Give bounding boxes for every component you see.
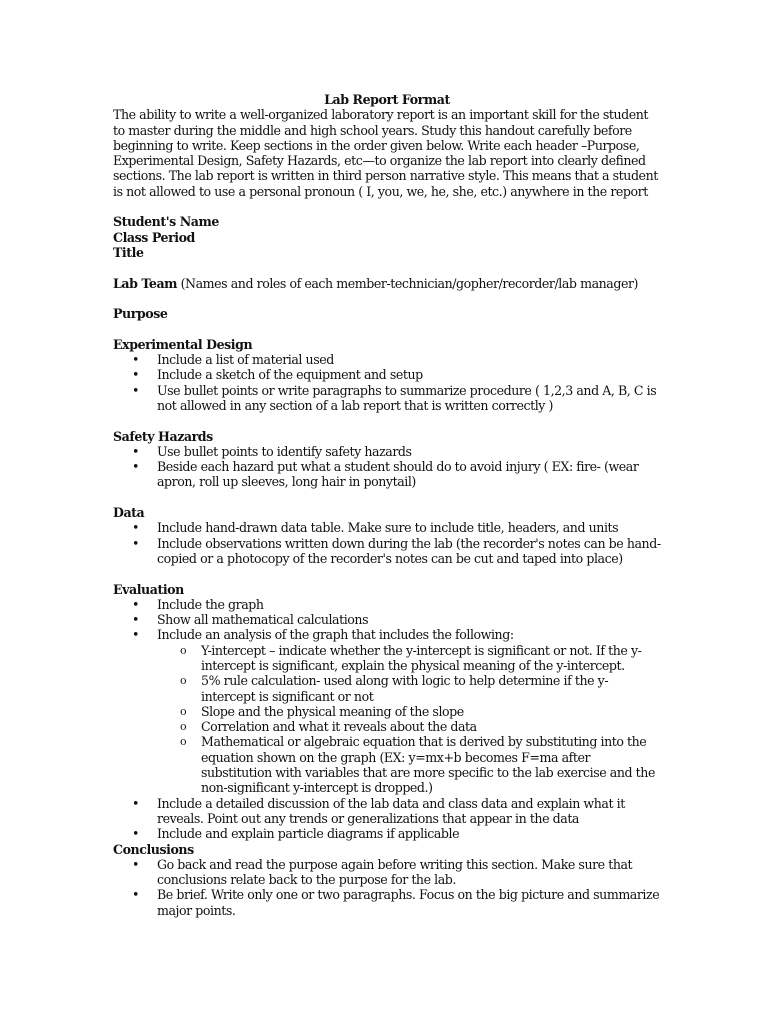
- evaluation-list: [113, 597, 661, 643]
- sub-list-item: o 5% rule calculation- used along with logic to help determine if the y-intercept is significant or not: [113, 673, 661, 704]
- list-item: • Include and explain particle diagrams if applicable: [113, 826, 661, 841]
- list-item: • Include the graph: [113, 597, 661, 612]
- lab-team-line: [113, 276, 661, 291]
- list-item: • Show all mathematical calculations: [113, 612, 661, 627]
- list-item: • Be brief. Write only one or two paragraphs. Focus on the big picture and summarize major points.: [113, 887, 661, 918]
- list-item: • Include an analysis of the graph that includes the following:: [113, 627, 661, 642]
- experimental-design-list: [113, 352, 661, 413]
- safety-hazards-list: [113, 444, 661, 490]
- list-item: • Include a detailed discussion of the lab data and class data and explain what it reveals. Point out any trends or generalizations that appear in the data: [113, 796, 661, 827]
- intro-paragraph: The ability to write a well-organized laboratory report is an important skill for the student to master during the middle and high school years. Study this handout carefully before beginning to write. Keep sections in the order given below. Write each header –Purpose, Experimental Design, Safety Hazards, etc—to organize the lab report into clearly defined sections. The lab report is written in third person narrative style. This means that a student is not allowed to use a personal pronoun ( I, you, we, he, she, etc.) anywhere in the report: [113, 107, 658, 199]
- title-label: Title: [113, 244, 144, 260]
- list-item: • Use bullet points to identify safety hazards: [113, 444, 661, 459]
- list-item: • Include observations written down during the lab (the recorder's notes can be hand-copied or a photocopy of the recorder's notes can be cut and taped into place): [113, 536, 661, 567]
- sub-list-item: o Correlation and what it reveals about the data: [113, 719, 661, 734]
- list-item: • Include a list of material used: [113, 352, 661, 367]
- evaluation-sublist: [113, 643, 661, 796]
- sub-list-item: o Y-intercept – indicate whether the y-intercept is significant or not. If the y-intercept is significant, explain the physical meaning of the y-intercept.: [113, 643, 661, 674]
- list-item: • Go back and read the purpose again before writing this section. Make sure that conclusions relate back to the purpose for the lab.: [113, 857, 661, 888]
- conclusions-list: [113, 857, 661, 918]
- sub-list-item: o Slope and the physical meaning of the slope: [113, 704, 661, 719]
- list-item: • Beside each hazard put what a student should do to avoid injury ( EX: fire- (wear apron, roll up sleeves, long hair in ponytail): [113, 459, 661, 490]
- evaluation-list-continued: [113, 796, 661, 842]
- student-name-label: Student's Name: [113, 214, 219, 230]
- data-heading: Data: [113, 505, 145, 521]
- sub-list-item: o Mathematical or algebraic equation that is derived by substituting into the equation shown on the graph (EX: y=mx+b becomes F=ma after substitution with variables that are more specific to the lab exercise and the non-significant y-intercept is dropped.): [113, 734, 661, 795]
- document-title: Lab Report Format: [324, 92, 450, 107]
- list-item: • Include a sketch of the equipment and setup: [113, 367, 661, 382]
- list-item: • Use bullet points or write paragraphs to summarize procedure ( 1,2,3 and A, B, C is not allowed in any section of a lab report that is written correctly ): [113, 383, 661, 414]
- purpose-heading: Purpose: [113, 306, 168, 322]
- data-list: [113, 520, 661, 566]
- document-page: [113, 92, 661, 918]
- safety-hazards-heading: Safety Hazards: [113, 428, 213, 444]
- list-item: • Include hand-drawn data table. Make sure to include title, headers, and units: [113, 520, 661, 535]
- experimental-design-heading: Experimental Design: [113, 336, 253, 352]
- evaluation-heading: Evaluation: [113, 581, 184, 597]
- class-period-label: Class Period: [113, 229, 195, 245]
- conclusions-heading: Conclusions: [113, 841, 194, 857]
- lab-team-label: Lab Team: [113, 275, 178, 291]
- lab-team-text: (Names and roles of each member-technician/gopher/recorder/lab manager): [177, 275, 638, 291]
